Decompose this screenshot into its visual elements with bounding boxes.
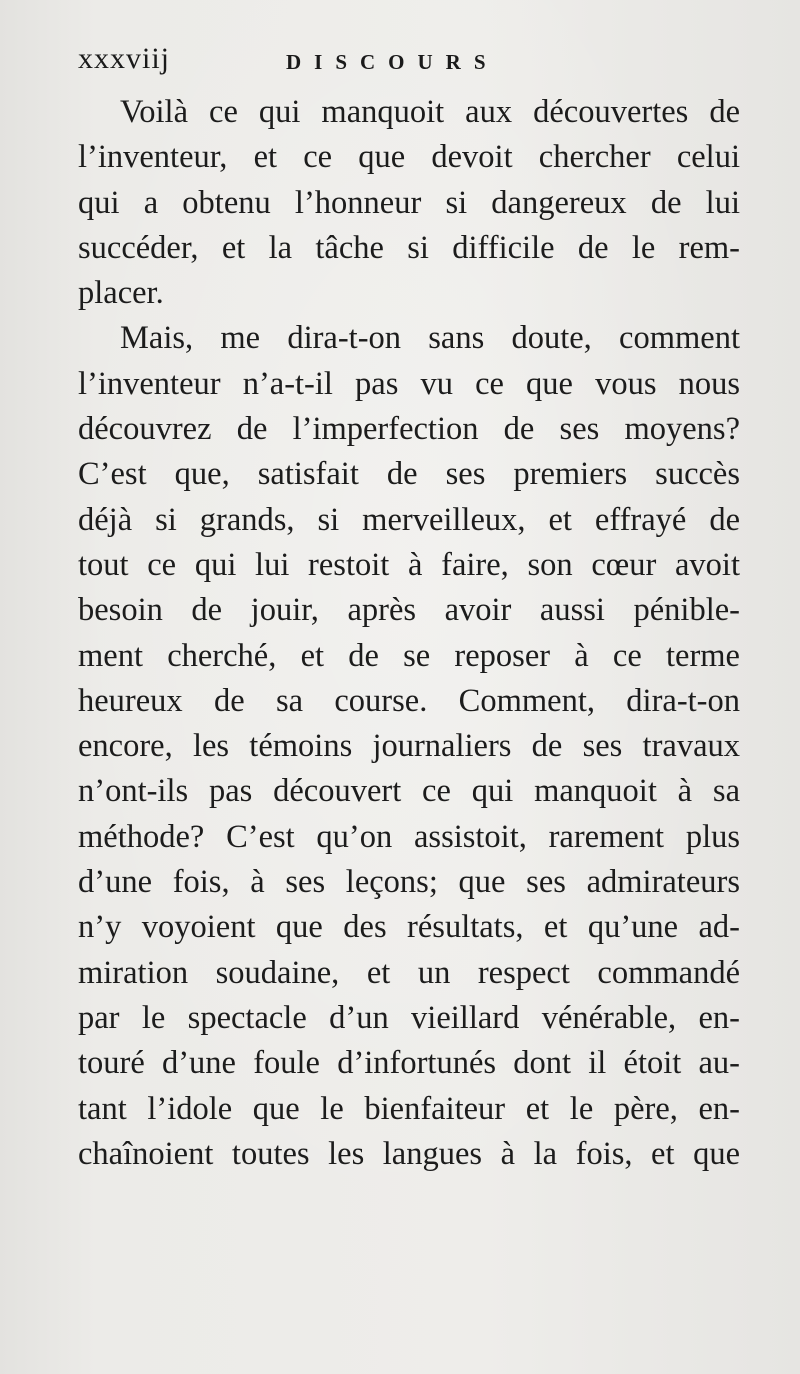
text-line: l’inventeur, et ce que devoit chercher celui — [78, 139, 740, 176]
text-line: miration soudaine, et un respect commandé — [78, 954, 740, 991]
text-line: méthode? C’est qu’on assistoit, rarement plus — [78, 818, 740, 855]
text-line: C’est que, satisfait de ses premiers succès — [78, 456, 740, 493]
text-line: tout ce qui lui restoit à faire, son cœur avoit — [78, 546, 740, 583]
text-line: n’ont-ils pas découvert ce qui manquoit à sa — [78, 773, 740, 810]
text-line: déjà si grands, si merveilleux, et effrayé de — [78, 501, 740, 538]
running-head — [78, 42, 738, 82]
text-line: heureux de sa course. Comment, dira-t-on — [78, 682, 740, 719]
text-line: encore, les témoins journaliers de ses travaux — [78, 728, 740, 765]
body-text — [78, 90, 740, 1177]
text-line: besoin de jouir, après avoir aussi pénible- — [78, 592, 740, 629]
text-line: par le spectacle d’un vieillard vénérable, en- — [78, 999, 740, 1036]
text-line: Voilà ce qui manquoit aux découvertes de — [120, 94, 740, 130]
text-line: chaînoient toutes les langues à la fois, et que — [78, 1135, 740, 1172]
running-title: DISCOURS — [286, 50, 499, 74]
text-line: ment cherché, et de se reposer à ce terme — [78, 637, 740, 674]
text-line: succéder, et la tâche si difficile de le rem- — [78, 229, 740, 266]
text-line: qui a obtenu l’honneur si dangereux de lui — [78, 184, 740, 221]
text-line: d’une fois, à ses leçons; que ses admirateurs — [78, 864, 740, 901]
text-line: découvrez de l’imperfection de ses moyens? — [78, 411, 740, 448]
text-line: tant l’idole que le bienfaiteur et le père, en- — [78, 1090, 740, 1127]
text-line: touré d’une foule d’infortunés dont il étoit au- — [78, 1045, 740, 1082]
page-number: xxxviij — [78, 42, 171, 75]
text-line: n’y voyoient que des résultats, et qu’une ad- — [78, 909, 740, 946]
text-line: Mais, me dira-t-on sans doute, comment — [120, 320, 740, 357]
text-line: l’inventeur n’a-t-il pas vu ce que vous nous — [78, 365, 740, 402]
text-line: placer. — [78, 275, 164, 312]
